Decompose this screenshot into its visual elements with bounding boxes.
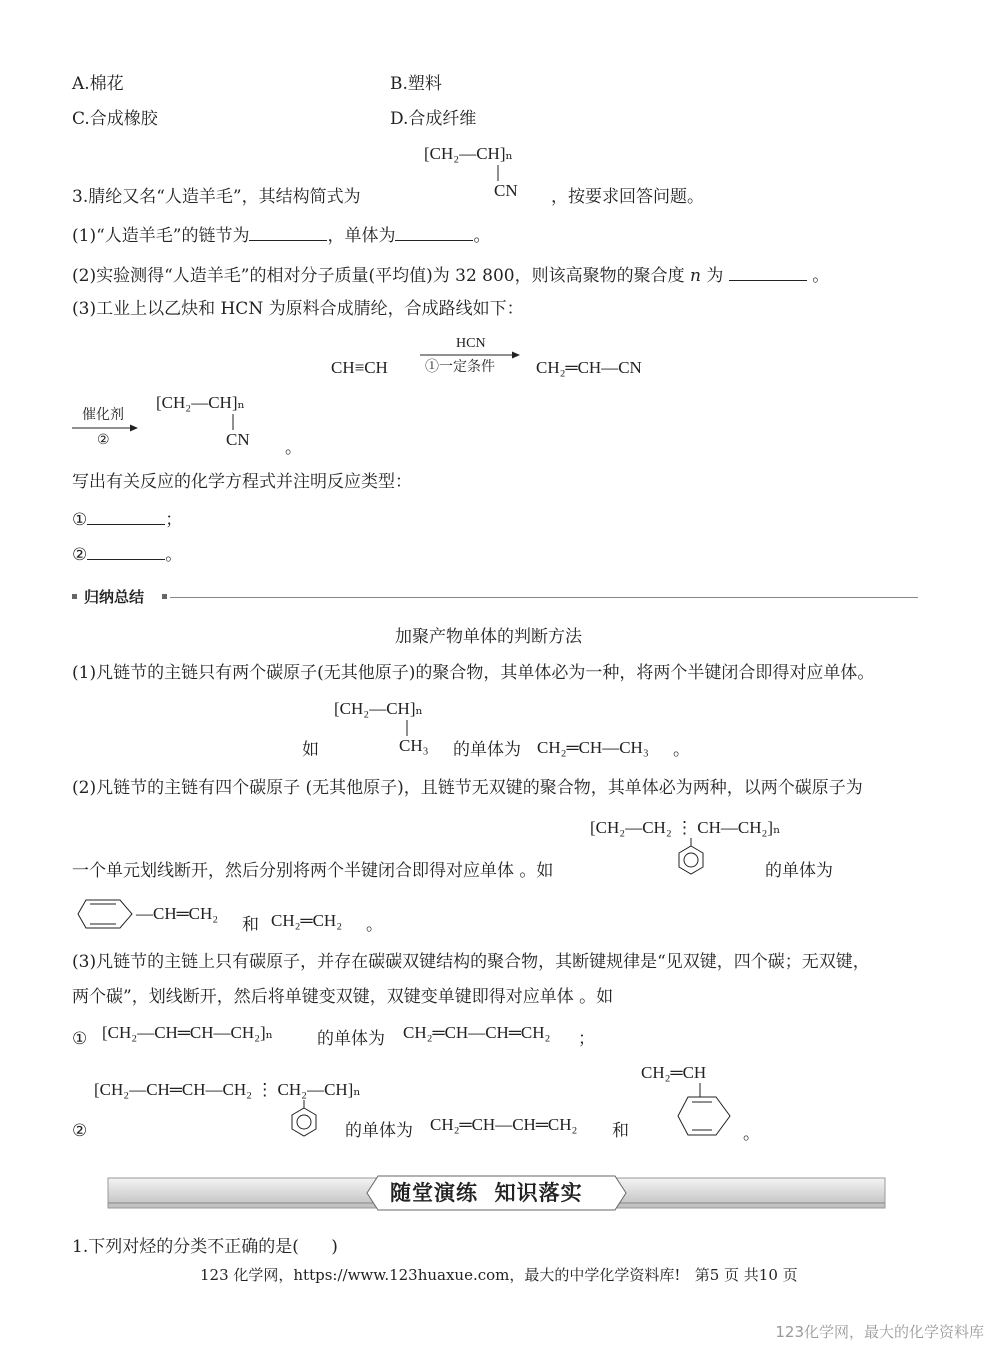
r1-example-end: 。 (673, 740, 690, 760)
r3-example1-mid: 的单体为 (317, 1029, 385, 1049)
summary-rule2-line2: 一个单元划线断开，然后分别将两个半键闭合即得对应单体 。如 (72, 861, 554, 881)
r3-example2-end: 。 (743, 1124, 760, 1144)
r2-and: 和 (242, 915, 259, 935)
summary-rule3-line1: (3)凡链节的主链上只有碳原子，并存在碳碳双键结构的聚合物，其断键规律是“见双键，四个碳；无双键， (72, 952, 870, 972)
q3-answer2 (72, 543, 182, 565)
r3-example1-mark: ① (72, 1029, 88, 1049)
summary-rule2-line1: (2)凡链节的主链有四个碳原子 (无其他原子)，且链节无双键的聚合物，其单体必为两种，以两个碳原子为 (72, 778, 863, 798)
watermark: 123化学网，最大的化学资料库 (775, 1323, 984, 1341)
summary-rule3-line2: 两个碳”，划线断开，然后将单键变双键，双键变单键即得对应单体 。如 (72, 987, 614, 1007)
q3-formula-sub: CN (494, 181, 518, 200)
q3-intro-before: 3.腈纶又名“人造羊毛”，其结构简式为 (72, 187, 361, 207)
r1-example-prefix: 如 (302, 740, 319, 760)
q3-answer1-blank[interactable] (87, 508, 165, 525)
q3-part2-blank[interactable] (729, 264, 807, 281)
summary-square-right-icon (162, 594, 168, 600)
route-polymer-sub: CN (226, 430, 250, 449)
q3-part1-text-c: 。 (473, 226, 491, 246)
r3-example2-benzene-icon (289, 1100, 323, 1142)
r2-mid: 的单体为 (765, 861, 833, 881)
r3-example2-styrene-benzene-icon (676, 1083, 736, 1139)
q3-intro-after: ，按要求回答问题。 (551, 187, 704, 207)
section-banner-title: 随堂演练 知识落实 (390, 1181, 583, 1205)
q3-part1-text-b: ，单体为 (327, 226, 396, 246)
r3-example1-polymer: [CH₂—CH═CH—CH₂]ₙ (102, 1023, 274, 1042)
q3-write-line: 写出有关反应的化学方程式并注明反应类型： (72, 472, 412, 492)
r3-example2-monomer1: CH₂═CH—CH═CH₂ (430, 1115, 578, 1134)
q1-text: 1.下列对烃的分类不正确的是( ) (72, 1237, 338, 1257)
summary-rule1: (1)凡链节的主链只有两个碳原子(无其他原子)的聚合物，其单体必为一种，将两个半键闭合即得对应单体。 (72, 663, 875, 683)
route-reactant: CH≡CH (331, 358, 388, 377)
r3-example1-end: ； (578, 1029, 595, 1049)
r3-example2-monomer2-top: CH₂═CH (641, 1063, 707, 1082)
r3-example2-mid: 的单体为 (345, 1121, 413, 1141)
route-arrow2-bottom: ② (97, 433, 110, 448)
q3-part3: (3)工业上以乙炔和 HCN 为原料合成腈纶，合成路线如下： (72, 299, 524, 319)
q3-answer2-mark: ② (72, 545, 88, 565)
q3-part1-blank-monomer[interactable] (395, 224, 473, 241)
summary-square-left-icon (72, 594, 78, 600)
r2-end: 。 (366, 915, 383, 935)
r3-example2-and: 和 (612, 1121, 629, 1141)
q3-answer1-mark: ① (72, 510, 88, 530)
q3-answer2-blank[interactable] (87, 543, 165, 560)
r2-monomer2: CH₂═CH₂ (271, 911, 343, 930)
option-b: B.塑料 (390, 74, 442, 94)
q3-part2-text-b: 为 (706, 266, 724, 286)
summary-title: 加聚产物单体的判断方法 (395, 627, 582, 647)
r3-example1-monomer: CH₂═CH—CH═CH₂ (403, 1023, 551, 1042)
q3-formula-top: [CH₂—CH]ₙ (424, 144, 513, 163)
route-arrow2-top: 催化剂 (82, 408, 124, 423)
option-d: D.合成纤维 (390, 109, 477, 129)
r1-example-mid: 的单体为 (453, 740, 521, 760)
option-a: A.棉花 (72, 74, 124, 94)
route-end: 。 (285, 438, 302, 458)
q3-part2-n: n (690, 266, 701, 286)
q3-answer2-end: 。 (165, 545, 183, 565)
r2-styrene-benzene-icon (76, 898, 136, 932)
summary-header: 归纳总结 (84, 588, 145, 606)
q3-answer1-end: ； (165, 510, 183, 530)
r2-polymer: [CH₂—CH₂ ⋮ CH—CH₂]ₙ (590, 818, 781, 837)
q3-part1-text-a: (1)“人造羊毛”的链节为 (72, 226, 250, 246)
route-product1: CH₂═CH—CN (536, 358, 642, 377)
r2-monomer1: —CH═CH₂ (136, 904, 219, 923)
q3-answer1 (72, 508, 182, 530)
q3-part1 (72, 224, 490, 246)
q3-part2-text-c: 。 (812, 266, 830, 286)
option-c: C.合成橡胶 (72, 109, 158, 129)
q3-part2 (72, 264, 829, 286)
r3-example2-polymer: [CH₂—CH═CH—CH₂ ⋮ CH₂—CH]ₙ (94, 1080, 361, 1099)
route-polymer-top: [CH₂—CH]ₙ (156, 393, 245, 412)
summary-divider (170, 597, 918, 598)
route-arrow1-top: HCN (456, 336, 486, 351)
r1-example-monomer: CH₂═CH—CH₃ (537, 738, 649, 757)
r2-benzene-icon (676, 838, 710, 880)
page-footer: 123 化学网，https://www.123huaxue.com，最大的中学化学资料库! 第5 页 共10 页 (200, 1266, 798, 1284)
q3-part1-blank-unit[interactable] (249, 224, 327, 241)
r3-example2-mark: ② (72, 1121, 88, 1141)
route-arrow1-bottom: ①一定条件 (425, 360, 495, 375)
q3-part2-text-a: (2)实验测得“人造羊毛”的相对分子质量(平均值)为 32 800，则该高聚物的聚合度 (72, 266, 685, 286)
r1-example-sub: CH₃ (399, 736, 429, 755)
r1-example-top: [CH₂—CH]ₙ (334, 699, 423, 718)
